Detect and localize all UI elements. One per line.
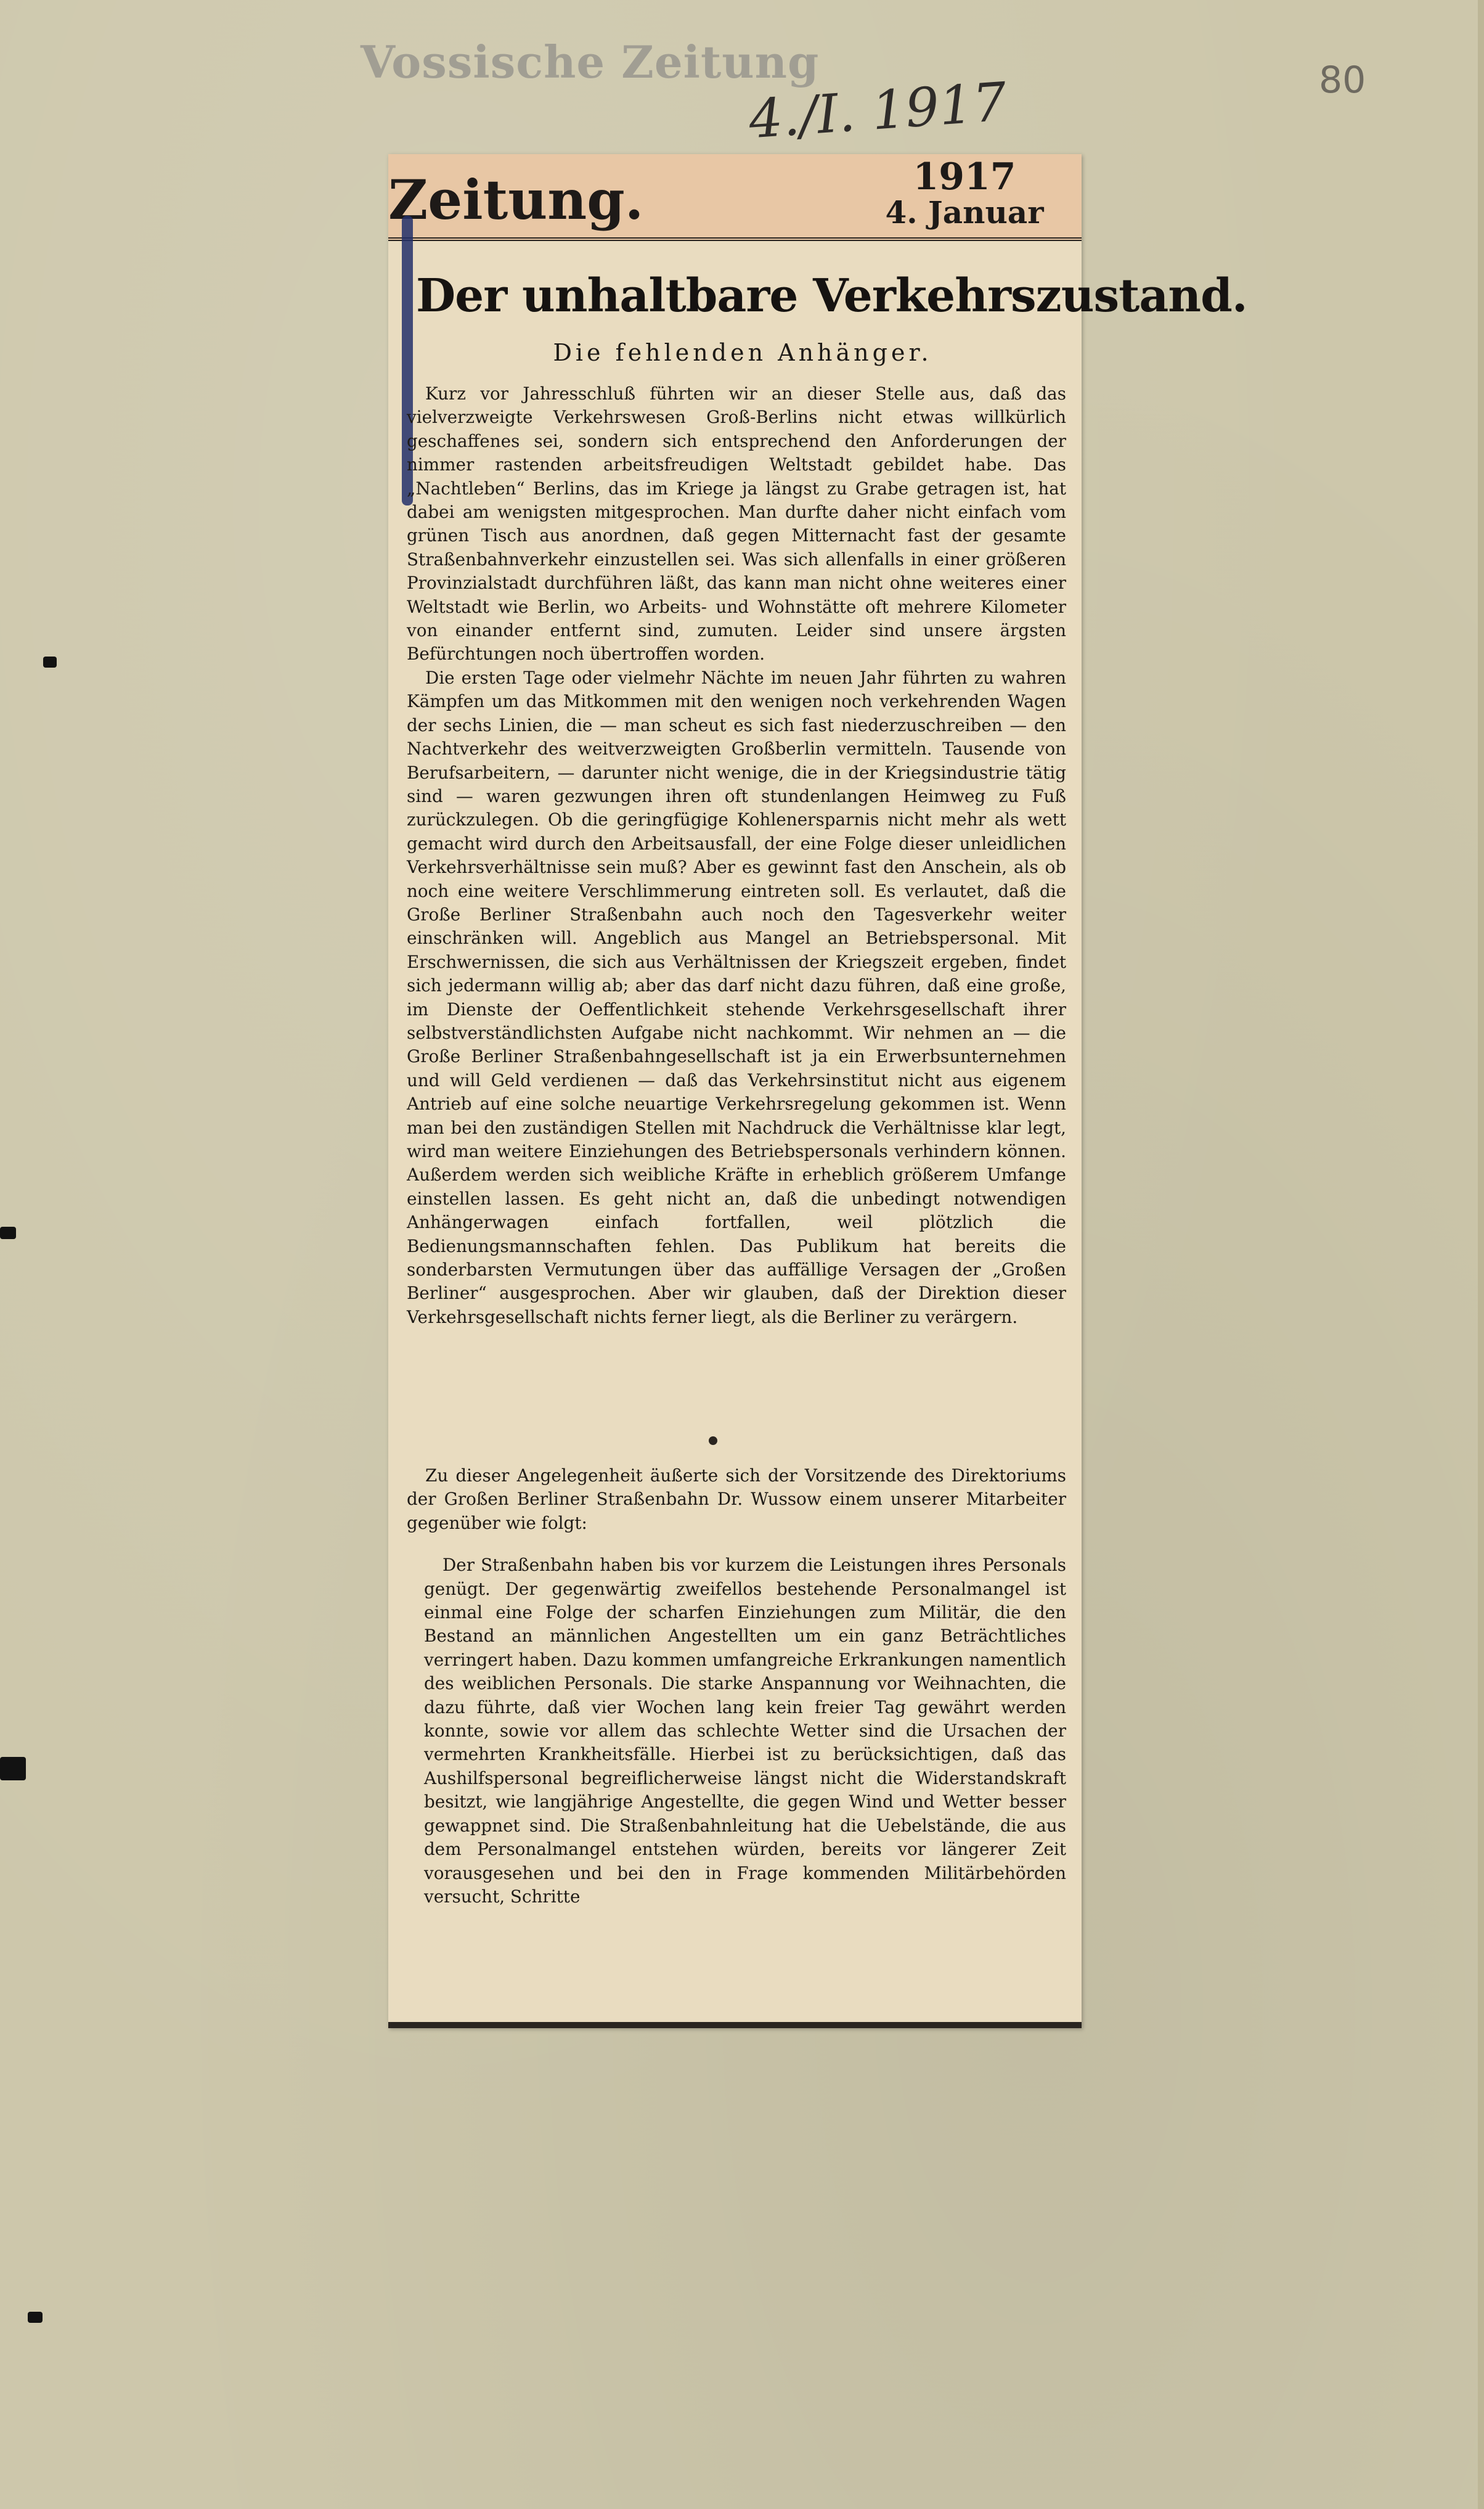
- article-paragraph: Kurz vor Jahresschluß führten wir an dieser Stelle aus, daß das vielverzweigte Verkehrswesen Groß-Berlins nicht etwas willkürlich geschaffenes sei, sondern sich entsprechend den Anforderungen der nimmer rastenden arbeitsfreudigen Weltstadt gebildet habe. Das „Nachtleben“ Berlins, das im Kriege ja längst zu Grabe getragen ist, hat dabei am wenigsten mitgesprochen. Man durfte daher nicht einfach vom grünen Tisch aus anordnen, daß gegen Mitternacht fast der gesamte Straßenbahnverkehr einzustellen sei. Was sich allenfalls in einer größeren Provinzialstadt durchführen läßt, das kann man nicht ohne weiteres einer Weltstadt wie Berlin, wo Arbeits- und Wohnstätte oft mehrere Kilometer von einander entfernt sind, zumuten. Leider sind unsere ärgsten Befürchtungen noch übertroffen worden.: [407, 383, 1066, 665]
- binding-mark: [43, 657, 57, 668]
- issue-year: 1917: [913, 155, 1016, 199]
- page-number: 80: [1319, 59, 1366, 102]
- archive-stamp: Vossische Zeitung: [361, 36, 820, 88]
- handwritten-date: 4./I. 1917: [747, 71, 1009, 151]
- article-body: [407, 382, 1066, 1329]
- interview-quote: Der Straßenbahn haben bis vor kurzem die Leistungen ihres Personals genügt. Der gegenwärtig zweifellos bestehende Personalmangel ist einmal eine Folge der scharfen Einziehungen zum Militär, die den Bestand an männlichen Angestellten um ein ganz Beträchtliches verringert haben. Dazu kommen umfangreiche Erkrankungen namentlich des weiblichen Personals. Die starke Anspannung vor Weihnachten, die dazu führte, daß vier Wochen lang kein freier Tag gewährt werden konnte, sowie vor allem das schlechte Wetter sind die Ursachen der vermehrten Krankheitsfälle. Hierbei ist zu berücksichtigen, daß das Aushilfspersonal begreiflicherweise längst nicht die Widerstandskraft besitzt, wie langjährige Angestellte, die gegen Wind und Wetter besser gewappnet sind. Die Straßenbahnleitung hat die Uebelstände, die aus dem Personalmangel entstehen würden, bereits vor längerer Zeit vorausgesehen und bei den in Frage kommenden Militärbehörden versucht, Schritte: [424, 1555, 1066, 1907]
- bottom-rule: [388, 2022, 1082, 2028]
- binding-mark: [28, 2312, 43, 2323]
- binding-mark: [0, 1757, 26, 1780]
- newspaper-clipping: [388, 154, 1247, 2028]
- article-subheadline: Die fehlenden Anhänger.: [553, 339, 932, 366]
- pencil-mark: [402, 216, 413, 505]
- interview-intro: Zu dieser Angelegenheit äußerte sich der Vorsitzende des Direktoriums der Großen Berliner Straßenbahn Dr. Wussow einem unserer Mitarbeiter gegenüber wie folgt:: [407, 1465, 1066, 1533]
- interview-section: [407, 1464, 1066, 1909]
- issue-date: 4. Januar: [885, 194, 1044, 231]
- article-headline: Der unhaltbare Verkehrszustand.: [416, 269, 1247, 322]
- masthead-fragment: Zeitung.: [388, 168, 644, 232]
- clipping-header: [388, 154, 1082, 241]
- article-paragraph: Die ersten Tage oder vielmehr Nächte im neuen Jahr führten zu wahren Kämpfen um das Mitkommen mit den wenigen noch verkehrenden Wagen der sechs Linien, die — man scheut es sich fast niederzuschreiben — den Nachtverkehr des weitverzweigten Großberlin vermitteln. Tausende von Berufsarbeitern, — darunter nicht wenige, die in der Kriegsindustrie tätig sind — waren gezwungen ihren oft stundenlangen Heimweg zu Fuß zurückzulegen. Ob die geringfügige Kohlenersparnis nicht mehr als wett gemacht wird durch den Arbeitsausfall, der eine Folge dieser unleidlichen Verkehrsverhältnisse sein muß? Aber es gewinnt fast den Anschein, als ob noch eine weitere Verschlimmerung eintreten soll. Es verlautet, daß die Große Berliner Straßenbahn auch noch den Tagesverkehr weiter einschränken will. Angeblich aus Mangel an Betriebspersonal. Mit Erschwernissen, die sich aus Verhältnissen der Kriegszeit ergeben, findet sich jedermann willig ab; aber das darf nicht dazu führen, daß eine große, im Dienste der Oeffentlichkeit stehende Verkehrsgesellschaft ihrer selbstverständlichsten Aufgabe nicht nachkommt. Wir nehmen an — die Große Berliner Straßenbahngesellschaft ist ja ein Erwerbsunternehmen und will Geld verdienen — daß das Verkehrsinstitut nicht aus eigenem Antrieb auf eine solche neuartige Verkehrsregelung gekommen ist. Wenn man bei den zuständigen Stellen mit Nachdruck die Verhältnisse klar legt, wird man weitere Einziehungen des Betriebspersonals verhindern können. Außerdem werden sich weibliche Kräfte in erheblich größerem Umfange einstellen lassen. Es geht nicht an, daß die unbedingt notwendigen Anhängerwagen einfach fortfallen, weil plötzlich die Bedienungsmannschaften fehlen. Das Publikum hat bereits die sonderbarsten Vermutungen über das auffällige Versagen der „Großen Berliner“ ausgesprochen. Aber wir glauben, daß der Direktion dieser Verkehrsgesellschaft nichts ferner liegt, als die Berliner zu verärgern.: [407, 667, 1066, 1327]
- section-separator: [709, 1436, 717, 1445]
- binding-mark: [0, 1227, 16, 1239]
